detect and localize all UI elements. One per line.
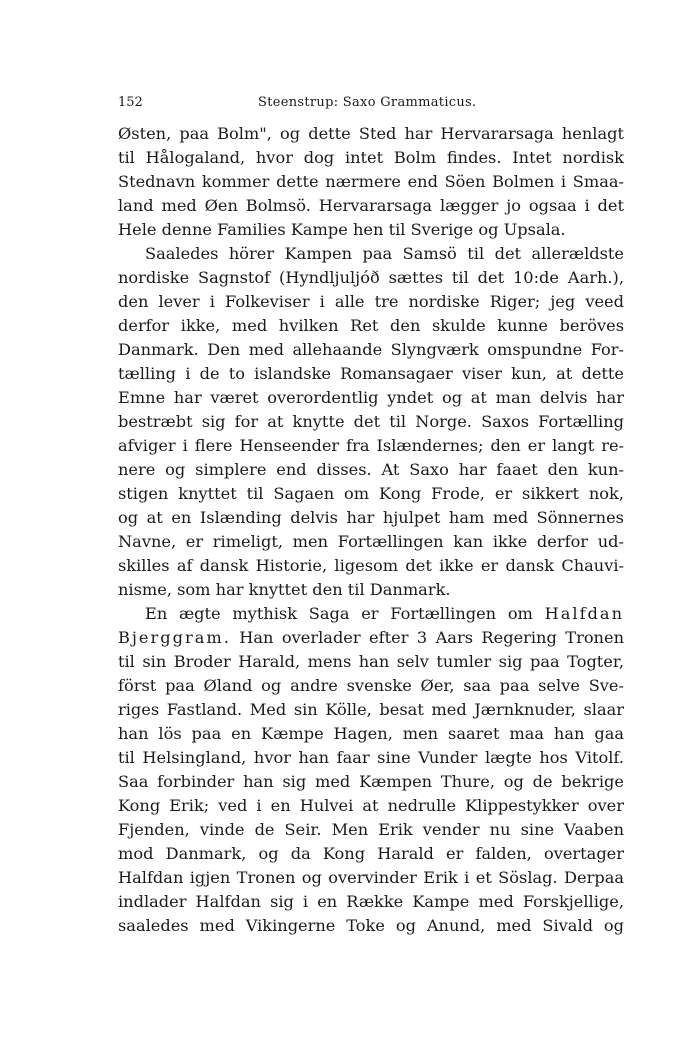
text-line bbox=[118, 602, 624, 626]
text-run: En ægte mythisk Saga er Fortællingen om bbox=[145, 604, 545, 623]
text-line: til sin Broder Harald, mens han selv tumler sig paa Togter, bbox=[118, 652, 624, 671]
text-line: Kong Erik; ved i en Hulvei at nedrulle Klippestykker over bbox=[118, 796, 624, 815]
running-head: Steenstrup: Saxo Grammaticus. bbox=[258, 95, 477, 110]
text-line: stigen knyttet til Sagaen om Kong Frode, er sikkert nok, bbox=[118, 484, 624, 503]
text-line bbox=[118, 626, 624, 650]
text-line: först paa Øland og andre svenske Øer, saa paa selve Sve- bbox=[118, 676, 624, 695]
text-line: derfor ikke, med hvilken Ret den skulde kunne beröves bbox=[118, 316, 624, 335]
text-line: indlader Halfdan sig i en Række Kampe med Forskjellige, bbox=[118, 892, 624, 911]
text-line: den lever i Folkeviser i alle tre nordiske Riger; jeg veed bbox=[118, 292, 624, 311]
text-line: Saa forbinder han sig med Kæmpen Thure, og de bekrige bbox=[118, 772, 624, 791]
spaced-name: Halfdan bbox=[544, 604, 624, 623]
spaced-name: Bjerggram. bbox=[118, 628, 231, 647]
page-number: 152 bbox=[118, 95, 143, 110]
text-line: bestræbt sig for at knytte det til Norge. Saxos Fortælling bbox=[118, 412, 624, 431]
text-line: til Hålogaland, hvor dog intet Bolm findes. Intet nordisk bbox=[118, 148, 624, 167]
text-line: nere og simplere end disses. At Saxo har faaet den kun- bbox=[118, 460, 624, 479]
text-line: Østen, paa Bolm", og dette Sted har Hervararsaga henlagt bbox=[118, 124, 624, 143]
text-line: nordiske Sagnstof (Hyndljuljóð sættes til det 10:de Aarh.), bbox=[118, 268, 624, 287]
text-line: Saaledes hörer Kampen paa Samsö til det allerældste bbox=[145, 244, 624, 263]
text-line: mod Danmark, og da Kong Harald er falden, overtager bbox=[118, 844, 624, 863]
text-run: Han overlader efter 3 Aars Regering Tronen bbox=[230, 628, 624, 647]
text-line: Emne har været overordentlig yndet og at man delvis har bbox=[118, 388, 624, 407]
text-line: riges Fastland. Med sin Kölle, besat med Jærnknuder, slaar bbox=[118, 700, 624, 719]
text-line: og at en Islænding delvis har hjulpet ham med Sönnernes bbox=[118, 508, 624, 527]
page-header bbox=[118, 95, 624, 113]
text-line: Hele denne Families Kampe hen til Sverige og Upsala. bbox=[118, 220, 566, 239]
text-line: Fjenden, vinde de Seir. Men Erik vender nu sine Vaaben bbox=[118, 820, 624, 839]
text-line: Halfdan igjen Tronen og overvinder Erik i et Söslag. Derpaa bbox=[118, 868, 624, 887]
text-line: til Helsingland, hvor han faar sine Vunder lægte hos Vitolf. bbox=[118, 748, 624, 767]
text-line: skilles af dansk Historie, ligesom det ikke er dansk Chauvi- bbox=[118, 556, 624, 575]
text-line: han lös paa en Kæmpe Hagen, men saaret maa han gaa bbox=[118, 724, 624, 743]
text-line: afviger i flere Henseender fra Islændernes; den er langt re- bbox=[118, 436, 624, 455]
text-line: Navne, er rimeligt, men Fortællingen kan ikke derfor ud- bbox=[118, 532, 624, 551]
text-line: Danmark. Den med allehaande Slyngværk omspundne For- bbox=[118, 340, 624, 359]
body-text bbox=[118, 122, 624, 938]
text-line: saaledes med Vikingerne Toke og Anund, med Sivald og bbox=[118, 916, 624, 935]
text-line: Stednavn kommer dette nærmere end Söen Bolmen i Smaa- bbox=[118, 172, 624, 191]
text-line: land med Øen Bolmsö. Hervararsaga lægger jo ogsaa i det bbox=[118, 196, 624, 215]
text-line: nisme, som har knyttet den til Danmark. bbox=[118, 580, 451, 599]
text-line: tælling i de to islandske Romansagaer viser kun, at dette bbox=[118, 364, 624, 383]
